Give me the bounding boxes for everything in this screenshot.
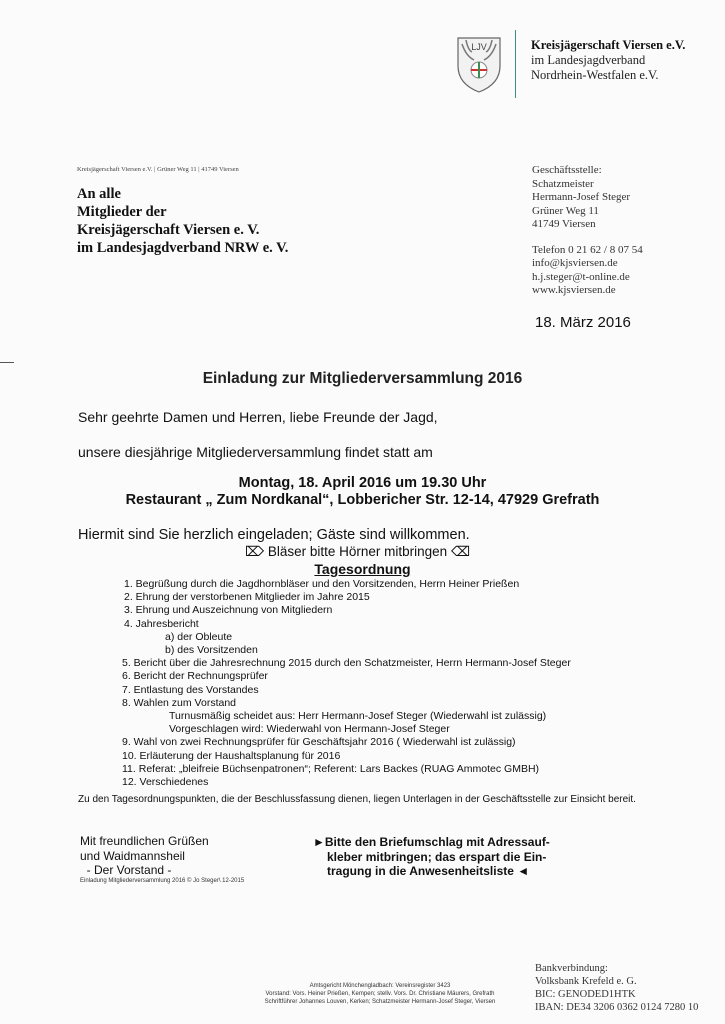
recipient-address xyxy=(77,185,288,257)
register-line: Vorstand: Vors. Heiner Prießen, Kempen; stellv. Vors. Dr. Christiane Mäurers, Grefrath xyxy=(265,991,495,997)
arrow-right-icon: ⌦ xyxy=(245,544,265,559)
envelope-note-line: tragung in die Anwesenheitsliste ◄ xyxy=(327,864,530,878)
office-block xyxy=(532,164,643,298)
agenda-item: Turnusmäßig scheidet aus: Herr Hermann-Josef Steger (Wiederwahl ist zulässig) xyxy=(169,710,547,723)
event-location: Restaurant „ Zum Nordkanal“, Lobbericher Str. 12-14, 47929 Grefrath xyxy=(125,492,600,508)
org-line-2: im Landesjagdverband xyxy=(531,53,646,67)
closing-signature: - Der Vorstand - xyxy=(80,863,172,877)
office-line: Schatzmeister xyxy=(532,177,594,190)
agenda-title: Tagesordnung xyxy=(314,561,411,577)
agenda-item: Vorgeschlagen wird: Wiederwahl von Hermann-Josef Steger xyxy=(169,723,450,736)
sender-line: Kreisjägerschaft Viersen e.V. | Grüner Weg 11 | 41749 Viersen xyxy=(77,166,239,173)
intro-text: unsere diesjährige Mitgliederversammlung findet statt am xyxy=(78,444,433,460)
closing-block xyxy=(80,834,209,878)
office-line: 41749 Viersen xyxy=(532,218,596,230)
recipient-line: Kreisjägerschaft Viersen e. V. xyxy=(77,222,260,238)
recipient-line: im Landesjagdverband NRW e. V. xyxy=(77,240,289,256)
agenda-item: 11. Referat: „bleifreie Büchsenpatronen“; Referent: Lars Backes (RUAG Ammotec GMBH) xyxy=(122,762,540,775)
bank-bic: BIC: GENODED1HTK xyxy=(535,989,636,1000)
fold-mark xyxy=(0,362,14,363)
header-divider xyxy=(515,30,516,98)
letter-title: Einladung zur Mitgliederversammlung 2016 xyxy=(202,370,523,387)
office-email-2: h.j.steger@t-online.de xyxy=(532,270,630,283)
invite-text: Hiermit sind Sie herzlich eingeladen; Gäste sind willkommen. xyxy=(78,527,470,543)
agenda-item: 8. Wahlen zum Vorstand xyxy=(122,696,237,709)
envelope-note-line: ►Bitte den Briefumschlag mit Adressauf- xyxy=(313,835,550,849)
agenda-item: 2. Ehrung der verstorbenen Mitglieder im Jahre 2015 xyxy=(124,591,370,604)
register-line: Amtsgericht Mönchengladbach: Vereinsregister 3423 xyxy=(309,983,451,989)
greeting: Sehr geehrte Damen und Herren, liebe Freunde der Jagd, xyxy=(78,409,438,425)
event-date: Montag, 18. April 2016 um 19.30 Uhr xyxy=(238,475,487,491)
letter-date: 18. März 2016 xyxy=(535,314,631,331)
office-email: info@kjsviersen.de xyxy=(532,257,618,269)
logo-text: LJV xyxy=(471,42,487,52)
bank-details xyxy=(535,962,698,1014)
agenda-item: 10. Erläuterung der Haushaltsplanung für 2016 xyxy=(122,749,341,762)
agenda-item: a) der Obleute xyxy=(165,630,233,643)
register-footer xyxy=(220,982,540,1006)
agenda-item: 5. Bericht über die Jahresrechnung 2015 durch den Schatzmeister, Herrn Hermann-Josef Steger xyxy=(122,657,571,670)
horns-text: Bläser bitte Hörner mitbringen xyxy=(267,544,448,559)
closing-line: und Waidmannsheil xyxy=(80,848,185,863)
agenda-item: b) des Vorsitzenden xyxy=(165,644,258,657)
bank-line: Bankverbindung: xyxy=(535,963,608,974)
bank-iban: IBAN: DE34 3206 0362 0124 7280 10 xyxy=(535,1002,699,1013)
agenda-item: 7. Entlastung des Vorstandes xyxy=(122,683,259,696)
document-reference: Einladung Mitgliederversammlung 2016 © Jo Steger\ 12-2015 xyxy=(80,878,245,884)
office-phone: Telefon 0 21 62 / 8 07 54 xyxy=(532,243,643,256)
office-line: Grüner Weg 11 xyxy=(532,204,599,217)
documents-notice: Zu den Tagesordnungspunkten, die der Beschlussfassung dienen, liegen Unterlagen in der Geschäftsstelle zur Einsicht bereit. xyxy=(78,794,636,805)
envelope-note xyxy=(313,835,550,879)
closing-line: Mit freundlichen Grüßen xyxy=(80,834,209,848)
org-name: Kreisjägerschaft Viersen e.V. xyxy=(531,38,686,52)
horns-note xyxy=(245,544,470,560)
recipient-line: An alle xyxy=(77,186,121,202)
agenda-item: 9. Wahl von zwei Rechnungsprüfer für Geschäftsjahr 2016 ( Wiederwahl ist zulässig) xyxy=(122,736,516,749)
agenda-item: 4. Jahresbericht xyxy=(124,617,199,630)
office-website: www.kjsviersen.de xyxy=(532,284,616,296)
bank-line: Volksbank Krefeld e. G. xyxy=(535,976,637,987)
org-name-block xyxy=(531,38,685,83)
register-line: Schriftführer Johannes Louven, Kerken; Schatzmeister Hermann-Josef Steger, Viersen xyxy=(264,999,496,1005)
agenda-list xyxy=(0,578,725,789)
office-line: Geschäftsstelle: xyxy=(532,164,602,176)
agenda-item: 6. Bericht der Rechnungsprüfer xyxy=(122,670,268,683)
ljv-crest-logo xyxy=(452,30,506,94)
arrow-left-icon: ⌫ xyxy=(450,544,471,559)
envelope-note-line: kleber mitbringen; das erspart die Ein- xyxy=(327,849,547,864)
agenda-item: 1. Begrüßung durch die Jagdhornbläser und den Vorsitzenden, Herrn Heiner Prießen xyxy=(124,578,520,590)
agenda-item: 3. Ehrung und Auszeichnung von Mitgliedern xyxy=(124,604,333,617)
office-line: Hermann-Josef Steger xyxy=(532,191,631,203)
org-line-3: Nordrhein-Westfalen e.V. xyxy=(531,68,659,82)
agenda-item: 12. Verschiedenes xyxy=(122,776,209,789)
recipient-line: Mitglieder der xyxy=(77,204,167,220)
